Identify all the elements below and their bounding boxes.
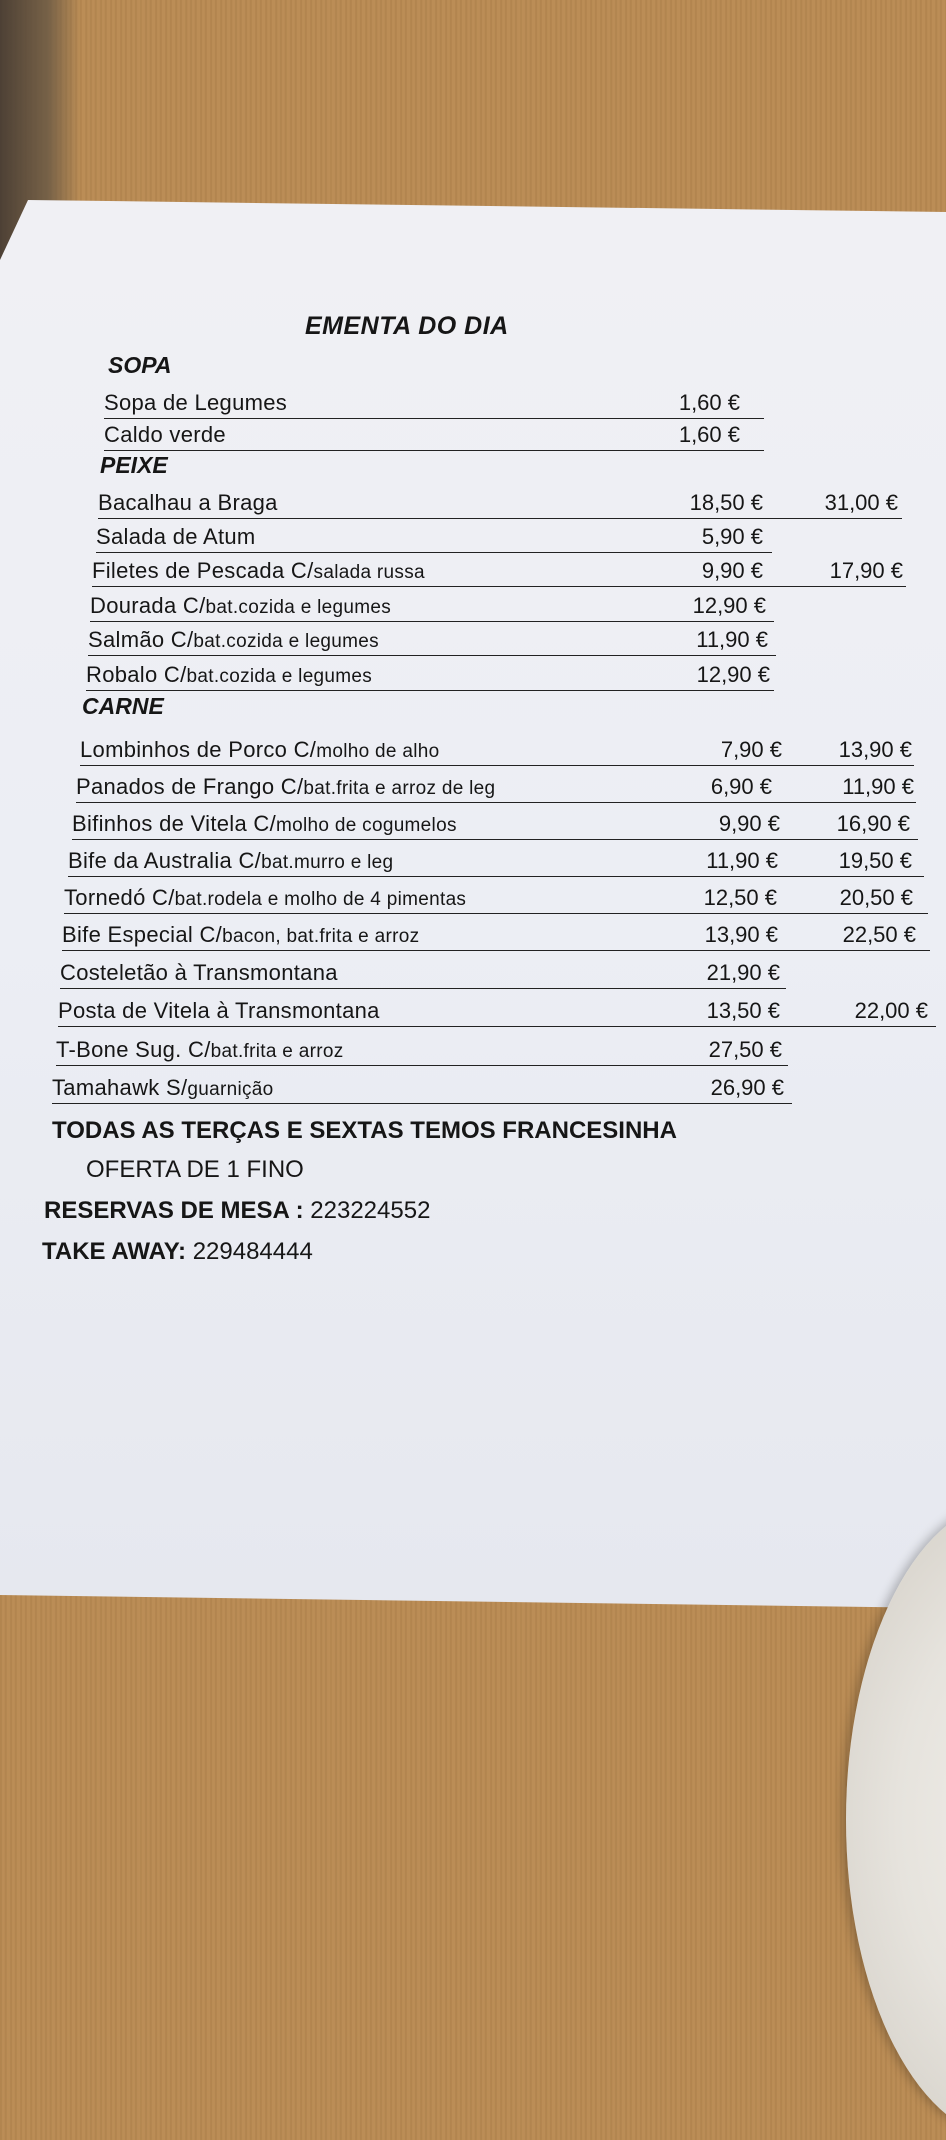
menu-item-title: Sopa de Legumes [104,390,288,415]
menu-item-price-large: 22,00 € [854,998,928,1023]
menu-item-row [80,733,914,766]
menu-item-title: Bife Especial C/ [62,922,223,947]
menu-item-title: Dourada C/ [90,593,206,618]
menu-item-title: Panados de Frango C/ [76,774,304,799]
menu-item-title: Filetes de Pescada C/ [92,558,314,583]
menu-item-price: 13,50 € [706,998,780,1023]
menu-item-price: 5,90 € [701,524,763,549]
menu-item-garnish: bat.rodela e molho de 4 pimentas [174,889,467,910]
menu-item-title: Costeletão à Transmontana [60,960,338,985]
menu-item-title: Bife da Australia C/ [68,848,262,873]
menu-item-price-large: 16,90 € [836,811,910,836]
menu-item-garnish: molho de alho [316,741,440,762]
menu-item-garnish: bat.frita e arroz [210,1041,344,1062]
menu-item-name [56,1037,344,1063]
menu-item-name [96,524,256,550]
reservas-line [44,1197,430,1225]
menu-item-row [56,1033,788,1066]
menu-item-price: 27,50 € [708,1037,782,1062]
menu-item-garnish: bat.frita e arroz de leg [303,778,496,799]
reservas-phone: 223224552 [310,1197,431,1224]
menu-item-row [104,418,764,451]
menu-item-title: Posta de Vitela à Transmontana [58,998,380,1023]
menu-item-garnish: molho de cogumelos [276,815,457,836]
menu-item-garnish: bat.cozida e legumes [205,597,392,618]
menu-item-price-large: 31,00 € [824,490,898,515]
menu-item-price-large: 20,50 € [839,885,913,910]
menu-item-row [52,1071,792,1104]
menu-item-name [104,422,226,448]
menu-item-title: Salada de Atum [96,524,256,549]
menu-item-row [76,770,916,803]
menu-item-garnish: bat.cozida e legumes [193,631,379,652]
menu-item-title: Tamahawk S/ [52,1075,188,1100]
menu-title: EMENTA DO DIA [305,312,509,340]
menu-item-name [98,490,278,516]
menu-item-name [104,390,287,416]
menu-item-price: 26,90 € [710,1075,784,1100]
section-sopa-heading: SOPA [108,352,172,378]
menu-item-row [64,881,928,914]
menu-item-row [86,658,774,691]
menu-item-price-large: 13,90 € [838,737,912,762]
menu-item-price-large: 19,50 € [838,848,912,873]
menu-item-garnish: salada russa [313,562,425,583]
menu-item-garnish: bat.cozida e legumes [186,666,373,687]
menu-item-title: Robalo C/ [86,662,187,687]
menu-item-name [62,922,419,948]
menu-item-price-large: 22,50 € [842,922,916,947]
takeaway-line [42,1238,313,1266]
menu-item-row [58,994,936,1027]
menu-item-title: Salmão C/ [88,627,194,652]
menu-item-price: 6,90 € [710,774,772,799]
menu-item-price: 11,90 € [706,848,778,873]
menu-item-name [68,848,393,874]
menu-item-name [58,998,380,1024]
menu-item-price: 12,90 € [696,662,770,687]
menu-item-price: 12,50 € [703,885,777,910]
section-peixe-heading: PEIXE [100,452,168,478]
menu-item-name [80,737,439,763]
menu-item-price: 11,90 € [696,627,768,652]
menu-item-name [72,811,457,837]
menu-item-row [92,554,906,587]
section-carne-heading: CARNE [82,693,164,719]
menu-item-row [104,386,764,419]
menu-item-name [86,662,372,688]
menu-item-row [88,623,776,656]
menu-item-name [90,593,391,619]
menu-item-name [88,627,379,653]
menu-item-row [72,807,918,840]
menu-item-name [60,960,338,986]
menu-item-garnish: guarnição [187,1079,274,1100]
menu-item-garnish: bacon, bat.frita e arroz [222,926,420,947]
menu-item-price: 1,60 € [678,390,740,415]
menu-item-price: 18,50 € [689,490,763,515]
menu-item-title: Tornedó C/ [64,885,175,910]
menu-item-title: Bifinhos de Vitela C/ [72,811,277,836]
menu-item-row [90,589,774,622]
menu-item-title: Lombinhos de Porco C/ [80,737,317,762]
takeaway-label: TAKE AWAY: [42,1238,187,1265]
menu-item-row [98,486,902,519]
menu-item-price: 9,90 € [701,558,763,583]
menu-item-name [92,558,425,584]
menu-item-row [60,956,786,989]
menu-item-price: 9,90 € [718,811,780,836]
menu-item-price-large: 11,90 € [842,774,914,799]
menu-item-name [64,885,466,911]
menu-item-row [62,918,930,951]
takeaway-phone: 229484444 [192,1238,313,1265]
menu-item-price-large: 17,90 € [829,558,903,583]
oferta-notice: OFERTA DE 1 FINO [86,1156,304,1183]
menu-item-price: 12,90 € [692,593,766,618]
reservas-label: RESERVAS DE MESA : [44,1197,304,1224]
menu-item-price: 13,90 € [704,922,778,947]
menu-item-title: T-Bone Sug. C/ [56,1037,211,1062]
menu-item-price: 7,90 € [720,737,782,762]
menu-item-garnish: bat.murro e leg [261,852,394,873]
menu-item-row [68,844,924,877]
francesinha-notice: TODAS AS TERÇAS E SEXTAS TEMOS FRANCESINHA [52,1117,677,1144]
menu-item-price: 1,60 € [678,422,740,447]
menu-item-title: Caldo verde [104,422,226,447]
menu-item-row [96,520,772,553]
menu-item-name [52,1075,274,1101]
menu-item-price: 21,90 € [706,960,780,985]
menu-item-name [76,774,495,800]
menu-item-title: Bacalhau a Braga [98,490,278,515]
